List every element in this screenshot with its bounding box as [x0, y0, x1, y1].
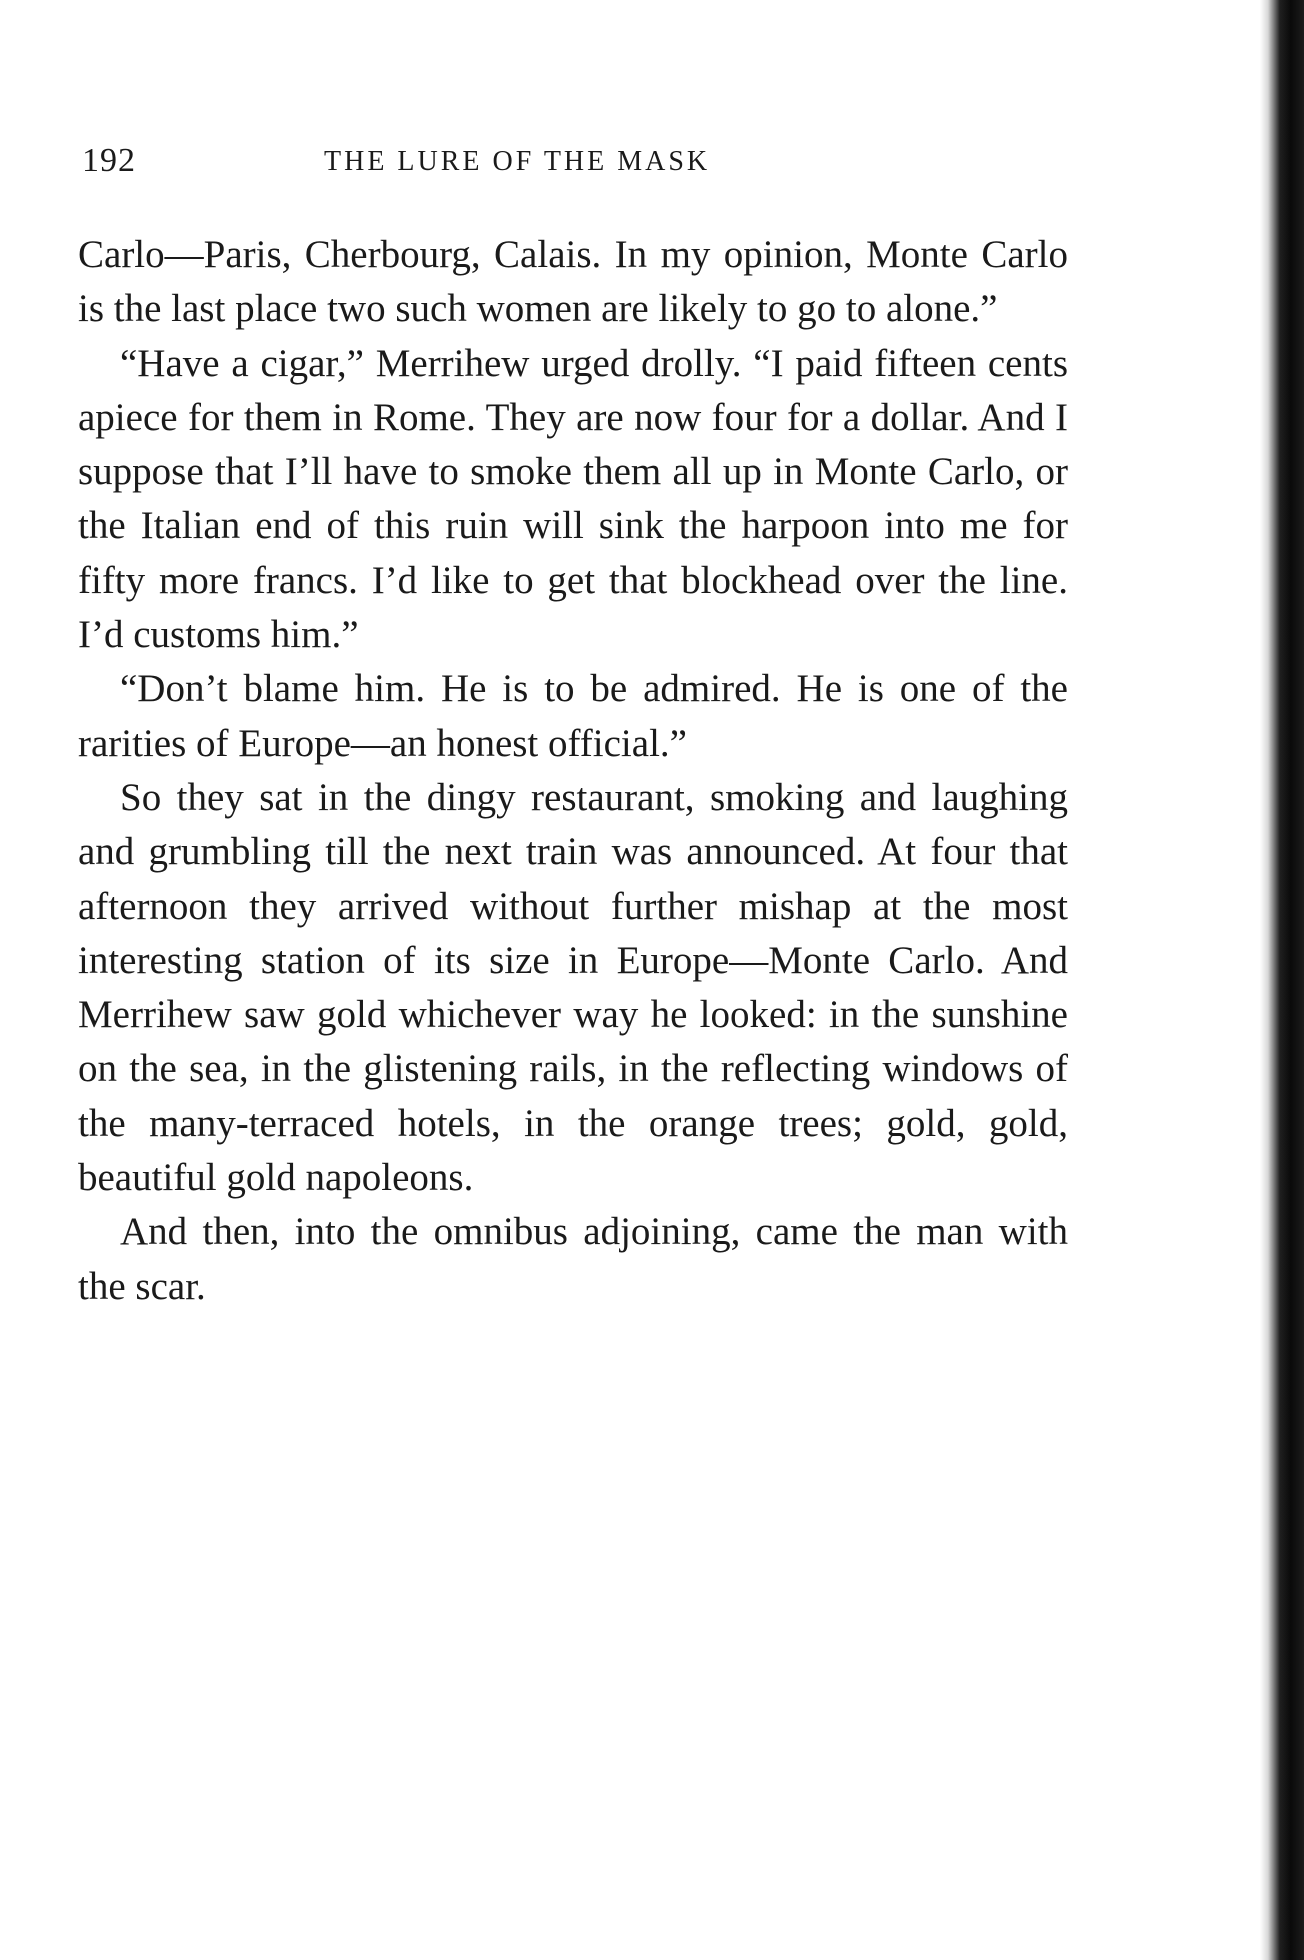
- paragraph-cigar: “Have a cigar,” Merrihew urged drolly. “I paid fifteen cents apiece for them in Rome. They are now four for a dollar. And I suppose that I’ll have to smoke them all up in Monte Carlo, or the Italian end of this ruin will sink the harpoon into me for fifty more francs. I’d like to get that blockhead over the line. I’d customs him.”: [78, 341, 1068, 657]
- running-title: THE LURE OF THE MASK: [324, 146, 711, 177]
- paragraph-monte-carlo: So they sat in the dingy restaurant, smoking and laughing and grumbling till the next train was announced. At four that afternoon they arrived without further mishap at the most interesting station of its size in Europe—Monte Carlo. And Merrihew saw gold whichever way he looked: in the sunshine on the sea, in the glistening rails, in the reflecting windows of the many-terraced hotels, in the orange trees; gold, gold, beautiful gold napoleons.: [78, 775, 1068, 1200]
- paragraph-continuation: Carlo—Paris, Cherbourg, Calais. In my opinion, Monte Carlo is the last place two such women are likely to go to alone.”: [78, 233, 1068, 331]
- page-number: 192: [82, 142, 136, 179]
- paragraph-scar: And then, into the omnibus adjoining, came the man with the scar.: [78, 1210, 1068, 1308]
- running-head: [82, 142, 1072, 186]
- binding-edge-shadow: [1260, 0, 1304, 1960]
- body-text: [78, 228, 1068, 1314]
- paragraph-official: “Don’t blame him. He is to be admired. He is one of the rarities of Europe—an honest official.”: [78, 667, 1068, 765]
